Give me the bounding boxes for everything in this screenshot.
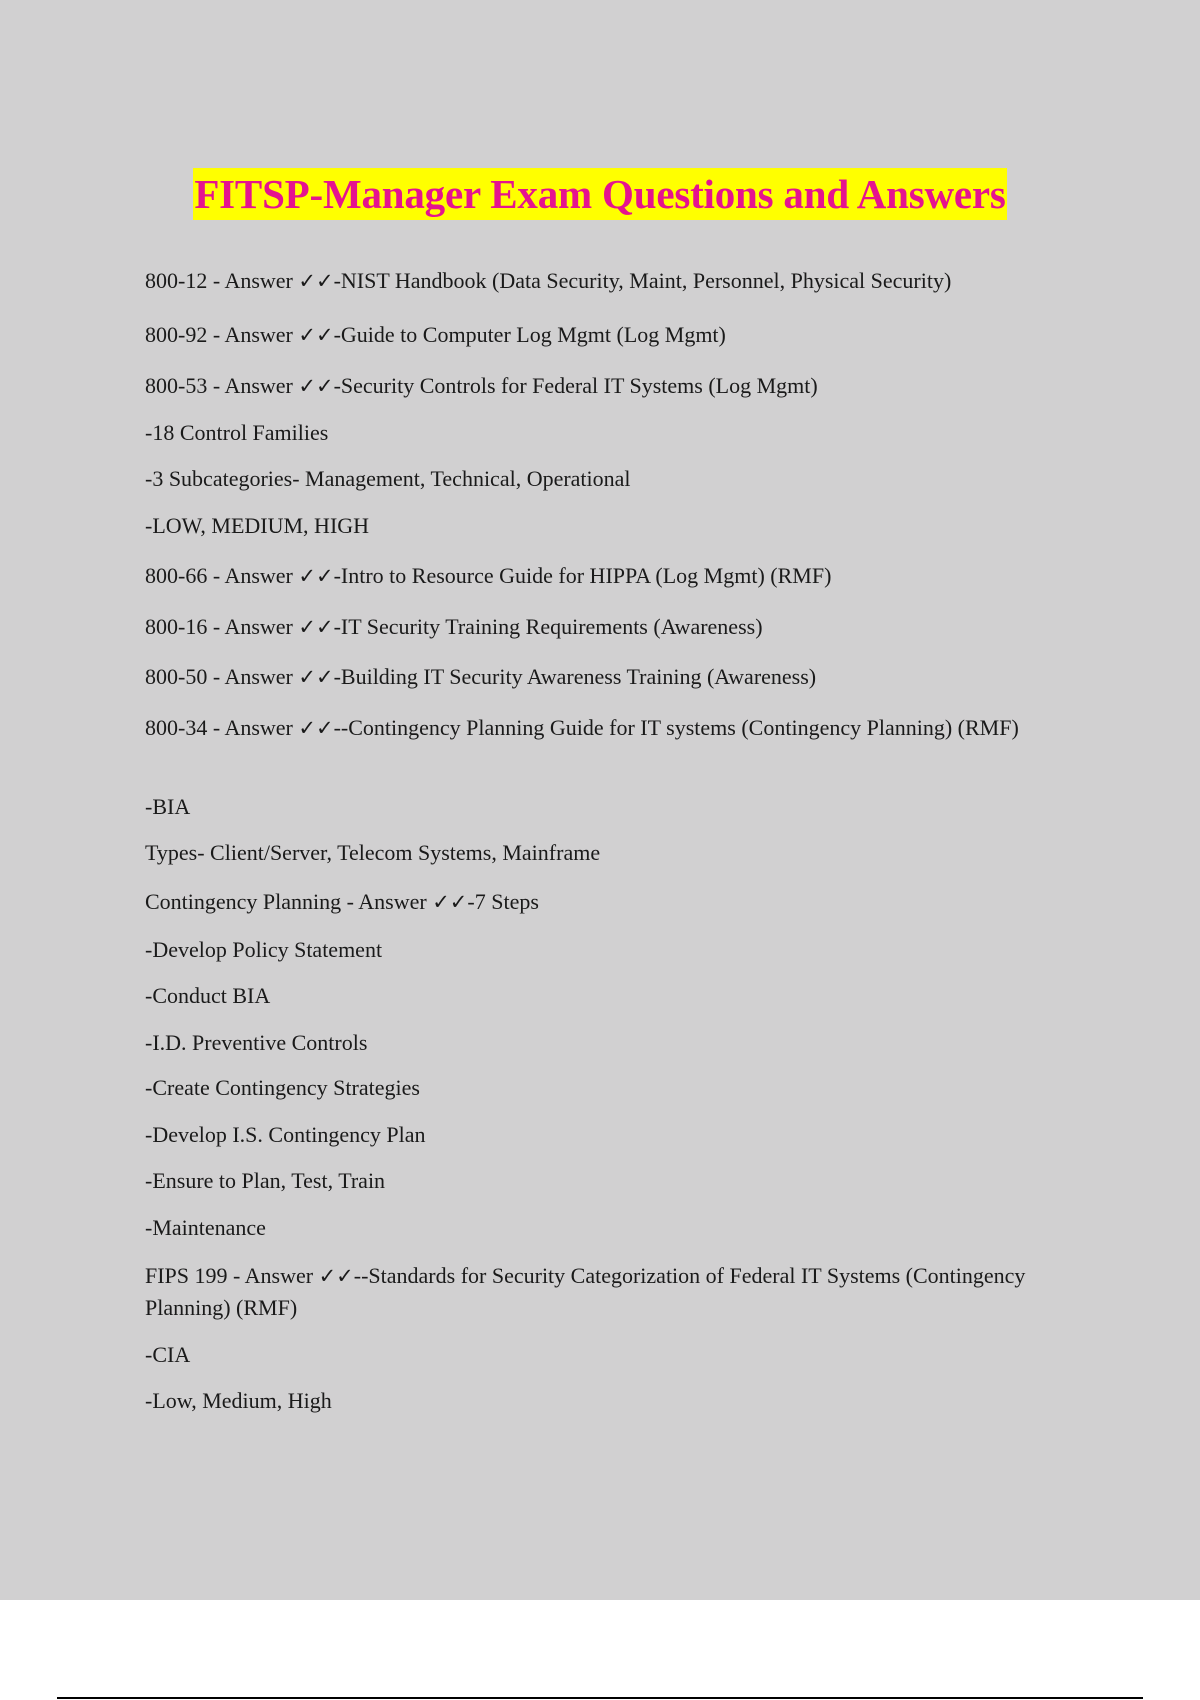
qa-line: 800-50 - Answer ✓✓-Building IT Security Awareness Training (Awareness): [145, 664, 817, 689]
qa-line: -BIA: [145, 794, 191, 819]
qa-line: -Create Contingency Strategies: [145, 1075, 420, 1100]
title-container: [0, 168, 1200, 220]
footer-divider: [57, 1697, 1143, 1699]
checkmark-icon: ✓✓: [432, 890, 468, 914]
checkmark-icon: ✓✓: [298, 615, 334, 639]
document-title: FITSP-Manager Exam Questions and Answers: [193, 168, 1006, 220]
qa-line: -3 Subcategories- Management, Technical, Operational: [145, 466, 631, 491]
qa-line: -18 Control Families: [145, 420, 329, 445]
checkmark-icon: ✓✓: [298, 323, 334, 347]
qa-line: 800-92 - Answer ✓✓-Guide to Computer Log Mgmt (Log Mgmt): [145, 322, 726, 347]
qa-line: -LOW, MEDIUM, HIGH: [145, 513, 370, 538]
checkmark-icon: ✓✓: [318, 1264, 354, 1288]
qa-line: Types- Client/Server, Telecom Systems, Mainframe: [145, 840, 601, 865]
qa-line: 800-66 - Answer ✓✓-Intro to Resource Guide for HIPPA (Log Mgmt) (RMF): [145, 563, 832, 588]
qa-line: -Conduct BIA: [145, 983, 271, 1008]
qa-line: -Maintenance: [145, 1215, 266, 1240]
qa-line: -Develop Policy Statement: [145, 937, 383, 962]
qa-line: -Low, Medium, High: [145, 1388, 332, 1413]
qa-line: -I.D. Preventive Controls: [145, 1030, 368, 1055]
qa-line: 800-34 - Answer ✓✓--Contingency Planning Guide for IT systems (Contingency Planning) (RMF): [145, 715, 1019, 740]
qa-line: 800-53 - Answer ✓✓-Security Controls for Federal IT Systems (Log Mgmt): [145, 373, 818, 398]
qa-line: 800-16 - Answer ✓✓-IT Security Training Requirements (Awareness): [145, 614, 763, 639]
qa-line: -Ensure to Plan, Test, Train: [145, 1168, 386, 1193]
page-footer: [0, 1600, 1200, 1700]
qa-line: FIPS 199 - Answer ✓✓--Standards for Security Categorization of Federal IT Systems (Contingency Planning) (RMF): [145, 1263, 1026, 1320]
checkmark-icon: ✓✓: [298, 716, 334, 740]
checkmark-icon: ✓✓: [298, 564, 334, 588]
qa-line: -Develop I.S. Contingency Plan: [145, 1122, 426, 1147]
checkmark-icon: ✓✓: [298, 374, 334, 398]
qa-line: Contingency Planning - Answer ✓✓-7 Steps: [145, 889, 539, 914]
checkmark-icon: ✓✓: [298, 665, 334, 689]
qa-line: -CIA: [145, 1342, 191, 1367]
checkmark-icon: ✓✓: [298, 269, 334, 293]
qa-line: 800-12 - Answer ✓✓-NIST Handbook (Data Security, Maint, Personnel, Physical Security): [145, 268, 952, 293]
